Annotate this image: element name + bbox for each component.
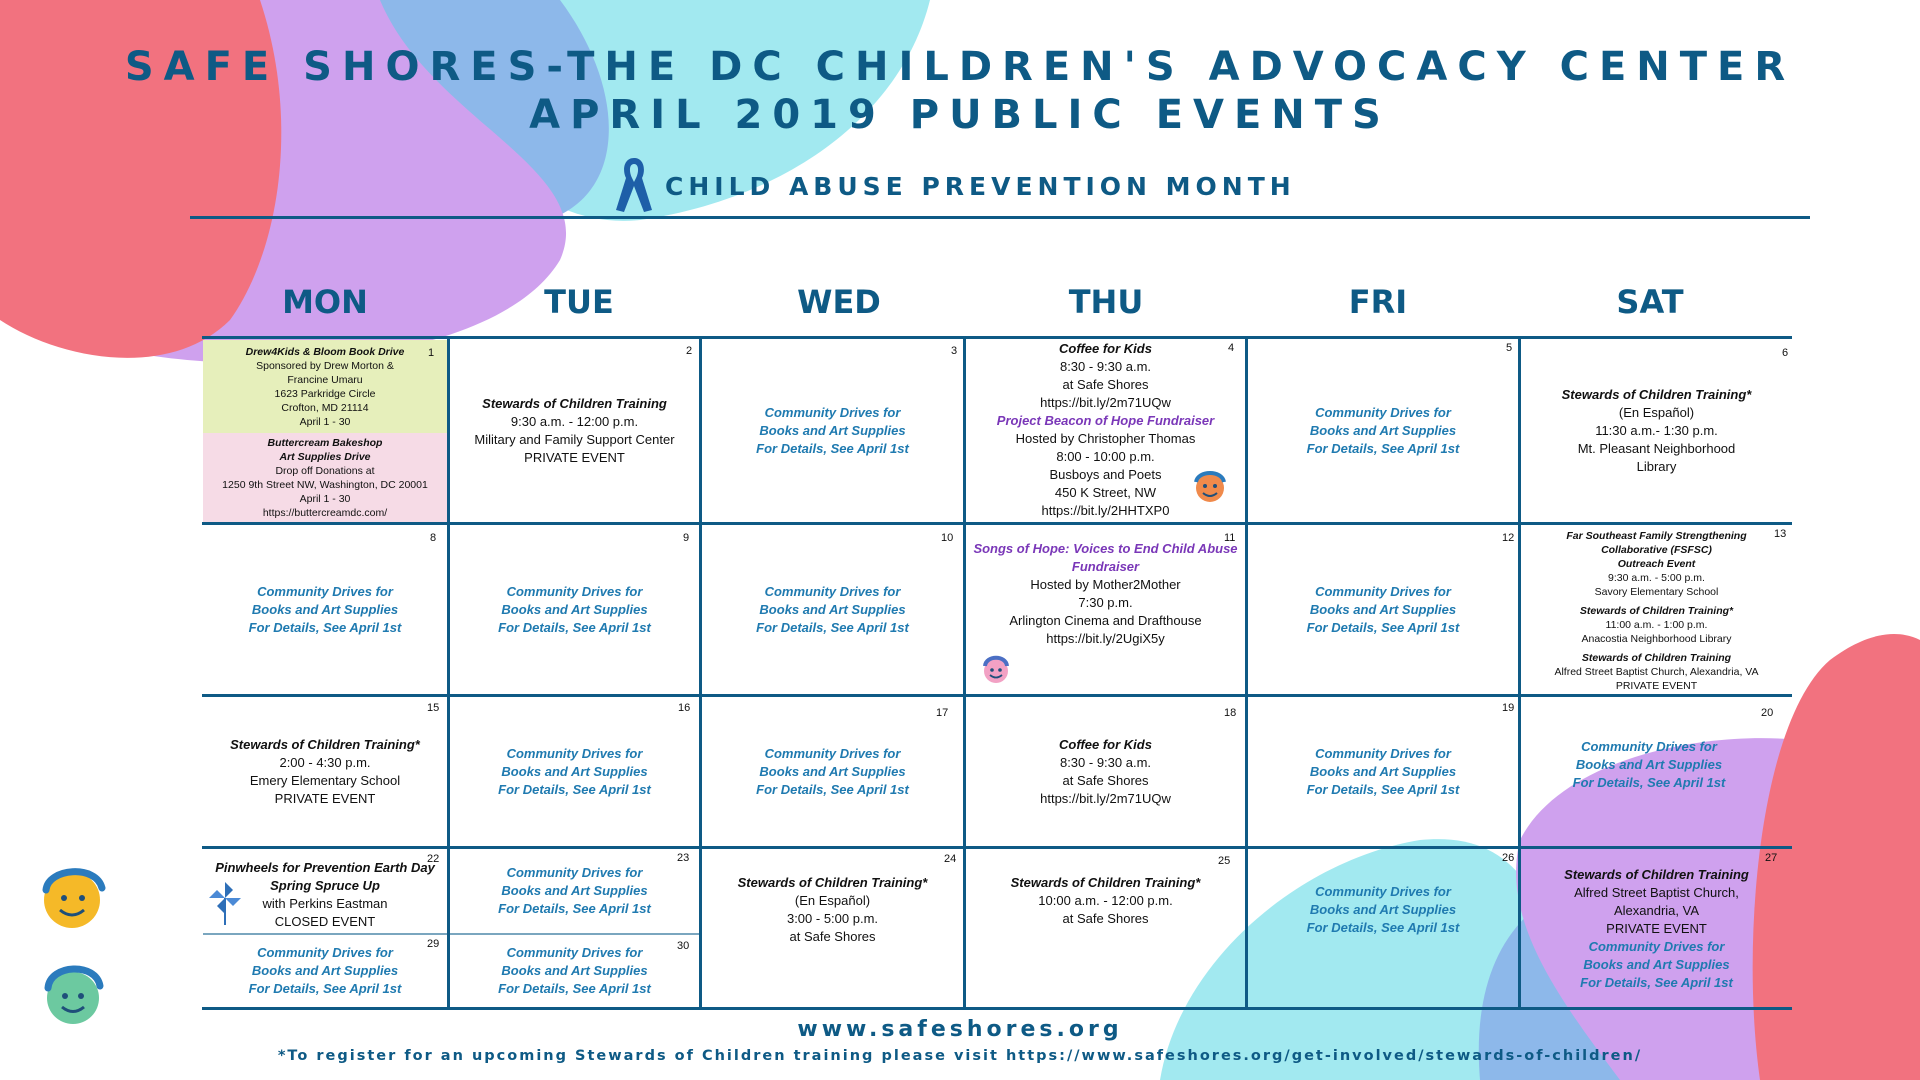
day-number: 10 xyxy=(941,532,954,544)
event-time: 8:30 - 9:30 a.m. xyxy=(1059,358,1152,374)
event-title: Far Southeast Family Strengthening xyxy=(1566,530,1747,542)
event-location: Alfred Street Baptist Church, Alexandria, VA xyxy=(1554,666,1759,678)
community-drive-note xyxy=(450,697,699,846)
website-link[interactable]: www.safeshores.org xyxy=(797,1017,1123,1042)
drive-text: Books and Art Supplies xyxy=(501,601,648,617)
day-number: 20 xyxy=(1761,707,1774,719)
drive-text: Books and Art Supplies xyxy=(1575,756,1723,772)
event-location: at Safe Shores xyxy=(1062,911,1149,926)
drive-text: For Details, See April 1st xyxy=(248,981,402,996)
event-time: 11:00 a.m. - 1:00 p.m. xyxy=(1605,619,1708,631)
event-location: Busboys and Poets xyxy=(1049,466,1162,482)
event-detail: Sponsored by Drew Morton & xyxy=(256,359,394,372)
drive-text: Community Drives for xyxy=(764,745,901,761)
drive-text: Books and Art Supplies xyxy=(1309,422,1457,438)
event-detail: PRIVATE EVENT xyxy=(1615,680,1698,692)
day-number: 13 xyxy=(1774,528,1787,540)
child-face-icon xyxy=(980,652,1012,686)
day-number: 1 xyxy=(428,347,435,359)
event-location: Library xyxy=(1636,458,1677,474)
event-link[interactable]: https://buttercreamdc.com/ xyxy=(262,506,388,519)
day-number: 9 xyxy=(683,532,690,544)
event-time: 2:00 - 4:30 p.m. xyxy=(279,754,371,770)
event-location: Anacostia Neighborhood Library xyxy=(1581,633,1732,645)
day-number: 16 xyxy=(678,702,691,714)
day-number: 11 xyxy=(1224,532,1236,544)
red-blob-bottom xyxy=(1753,634,1920,1080)
day-number: 2 xyxy=(686,345,693,357)
event-time: 9:30 a.m. - 5:00 p.m. xyxy=(1608,572,1705,584)
drive-text: Books and Art Supplies xyxy=(1583,957,1730,972)
event-location: 450 K Street, NW xyxy=(1054,484,1157,500)
drive-text: Community Drives for xyxy=(506,583,643,599)
day-header-mon: MON xyxy=(282,283,368,321)
event-coffee-for-kids xyxy=(966,697,1245,846)
event-location: Alfred Street Baptist Church, xyxy=(1574,885,1739,900)
event-detail: PRIVATE EVENT xyxy=(274,790,376,806)
event-detail: Hosted by Mother2Mother xyxy=(1030,577,1181,592)
drive-text: Books and Art Supplies xyxy=(1309,763,1457,779)
event-title: Stewards of Children Training xyxy=(1581,652,1732,664)
community-drive-note xyxy=(450,849,699,933)
drive-text: Books and Art Supplies xyxy=(501,883,648,898)
drive-text: Books and Art Supplies xyxy=(759,763,906,779)
fundraiser-title: Fundraiser xyxy=(1071,559,1140,574)
event-title: Stewards of Children Training* xyxy=(737,875,928,890)
community-drive-note xyxy=(1521,690,1777,839)
event-detail: April 1 - 30 xyxy=(299,415,351,428)
drive-text: Books and Art Supplies xyxy=(501,963,648,978)
event-detail: Crofton, MD 21114 xyxy=(281,401,369,414)
day-number: 3 xyxy=(951,345,958,357)
event-detail: Drop off Donations at xyxy=(275,464,375,477)
drive-text: Community Drives for xyxy=(257,583,393,599)
event-stewards-training-emery xyxy=(203,697,447,846)
community-drive-note xyxy=(1248,339,1518,522)
day-number: 18 xyxy=(1224,707,1237,719)
drive-text: For Details, See April 1st xyxy=(756,619,909,635)
day-number: 22 xyxy=(427,853,440,865)
event-location: Emery Elementary School xyxy=(249,772,401,788)
event-title: Drew4Kids & Bloom Book Drive xyxy=(245,345,405,358)
day-number: 23 xyxy=(677,852,690,864)
event-title: Stewards of Children Training xyxy=(1564,867,1749,882)
community-drive-note xyxy=(702,525,963,694)
page-title: SAFE SHORES-THE DC CHILDREN'S ADVOCACY CENTER xyxy=(124,44,1796,90)
event-detail: CLOSED EVENT xyxy=(274,913,376,929)
event-location: at Safe Shores xyxy=(1062,772,1149,788)
drive-text: For Details, See April 1st xyxy=(498,901,651,916)
drive-text: For Details, See April 1st xyxy=(1306,440,1460,456)
event-location: Alexandria, VA xyxy=(1613,903,1700,918)
event-time: 8:00 - 10:00 p.m. xyxy=(1056,448,1155,464)
event-detail: Francine Umaru xyxy=(287,373,363,386)
day-number: 29 xyxy=(427,938,440,950)
event-title: Art Supplies Drive xyxy=(279,450,371,463)
event-detail: April 1 - 30 xyxy=(299,492,351,505)
event-title: Stewards of Children Training xyxy=(482,395,667,411)
day-number: 5 xyxy=(1506,342,1513,354)
day-header-thu: THU xyxy=(1068,283,1144,321)
drive-text: Books and Art Supplies xyxy=(1309,601,1457,617)
page-subtitle: CHILD ABUSE PREVENTION MONTH xyxy=(665,172,1296,201)
drive-text: For Details, See April 1st xyxy=(1572,774,1726,790)
day-number: 25 xyxy=(1218,855,1231,867)
drive-text: Community Drives for xyxy=(1315,745,1451,761)
drive-text: Community Drives for xyxy=(1588,939,1725,954)
drive-text: Books and Art Supplies xyxy=(251,601,399,617)
day-number: 12 xyxy=(1502,532,1515,544)
header-divider xyxy=(190,216,1810,219)
fundraiser-title: Project Beacon of Hope Fundraiser xyxy=(996,412,1215,428)
day-number: 24 xyxy=(944,853,957,865)
event-stewards-training-alfred-street xyxy=(1521,862,1792,1007)
event-detail: (En Español) xyxy=(794,893,871,908)
event-fsfsc-outreach xyxy=(1521,528,1792,694)
event-link[interactable]: https://bit.ly/2m71UQw xyxy=(1040,790,1171,806)
drive-text: For Details, See April 1st xyxy=(756,781,909,797)
event-detail: (En Español) xyxy=(1618,404,1695,420)
fundraiser-title: Songs of Hope: Voices to End Child Abuse xyxy=(973,541,1238,556)
grid-line xyxy=(202,1007,1792,1010)
event-title: Stewards of Children Training* xyxy=(1579,605,1734,617)
event-location: at Safe Shores xyxy=(789,929,876,944)
drive-text: Community Drives for xyxy=(1315,583,1451,599)
event-title: Pinwheels for Prevention Earth Day xyxy=(215,859,435,875)
day-number: 27 xyxy=(1765,852,1778,864)
community-drive-note xyxy=(450,935,699,1007)
drive-text: Books and Art Supplies xyxy=(1309,902,1457,917)
drive-text: Community Drives for xyxy=(1315,404,1451,420)
event-title: Stewards of Children Training* xyxy=(1010,875,1201,890)
event-location: at Safe Shores xyxy=(1062,376,1149,392)
drive-text: Books and Art Supplies xyxy=(501,763,648,779)
event-art-supplies-drive xyxy=(203,433,447,522)
day-number: 4 xyxy=(1228,342,1235,354)
drive-text: Community Drives for xyxy=(764,404,901,420)
event-time: 9:30 a.m. - 12:00 p.m. xyxy=(510,413,639,429)
event-detail: Hosted by Christopher Thomas xyxy=(1015,430,1196,446)
event-location: Arlington Cinema and Drafthouse xyxy=(1009,613,1202,628)
drive-text: For Details, See April 1st xyxy=(498,619,651,635)
community-drive-note xyxy=(203,935,447,1007)
drive-text: Community Drives for xyxy=(506,745,643,761)
drive-text: Books and Art Supplies xyxy=(759,422,906,438)
event-title: Stewards of Children Training* xyxy=(1561,386,1752,402)
drive-text: For Details, See April 1st xyxy=(1306,619,1460,635)
community-drive-note xyxy=(702,697,963,846)
drive-text: For Details, See April 1st xyxy=(756,440,909,456)
event-title: Coffee for Kids xyxy=(1059,340,1152,356)
child-face-icon xyxy=(1190,466,1230,506)
community-drive-note xyxy=(1248,697,1518,846)
community-drive-note xyxy=(450,525,699,694)
registration-note: *To register for an upcoming Stewards of Children training please visit https://www.safeshores.org/get-involved/stewards-of-children/ xyxy=(277,1048,1643,1064)
event-title: Buttercream Bakeshop xyxy=(267,436,383,449)
event-book-drive xyxy=(203,340,447,433)
event-title: Coffee for Kids xyxy=(1059,736,1152,752)
event-time: 11:30 a.m.- 1:30 p.m. xyxy=(1595,422,1718,438)
page-title-month: APRIL 2019 PUBLIC EVENTS xyxy=(529,92,1391,138)
event-stewards-training xyxy=(450,339,699,522)
event-detail: 1250 9th Street NW, Washington, DC 20001 xyxy=(222,478,428,491)
drive-text: For Details, See April 1st xyxy=(1306,920,1460,935)
drive-text: Books and Art Supplies xyxy=(759,601,906,617)
drive-text: Community Drives for xyxy=(764,583,901,599)
drive-text: Community Drives for xyxy=(1581,738,1717,754)
day-number: 17 xyxy=(936,707,949,719)
day-header-fri: FRI xyxy=(1348,283,1408,321)
event-title: Stewards of Children Training* xyxy=(230,736,420,752)
event-detail: PRIVATE EVENT xyxy=(1606,921,1707,936)
event-location: Mt. Pleasant Neighborhood xyxy=(1577,440,1736,456)
event-title: Collaborative (FSFSC) xyxy=(1601,544,1712,556)
community-drive-note xyxy=(702,339,963,522)
drive-text: For Details, See April 1st xyxy=(498,981,651,996)
drive-text: For Details, See April 1st xyxy=(1306,781,1460,797)
drive-text: For Details, See April 1st xyxy=(248,619,402,635)
drive-text: Books and Art Supplies xyxy=(251,963,399,978)
day-header-sat: SAT xyxy=(1616,283,1684,321)
event-location: Military and Family Support Center xyxy=(474,431,675,447)
event-link[interactable]: https://bit.ly/2UgiX5y xyxy=(1046,631,1165,646)
drive-text: For Details, See April 1st xyxy=(1580,975,1733,990)
day-number: 30 xyxy=(677,940,690,952)
event-title: Outreach Event xyxy=(1617,558,1696,570)
pinwheel-icon xyxy=(208,880,242,926)
child-face-icon xyxy=(36,860,112,932)
community-drive-note xyxy=(1248,860,1518,960)
event-time: 7:30 p.m. xyxy=(1078,595,1133,610)
event-songs-of-hope xyxy=(966,540,1245,660)
community-drive-note xyxy=(203,525,447,694)
event-link[interactable]: https://bit.ly/2m71UQw xyxy=(1040,394,1171,410)
drive-text: Community Drives for xyxy=(506,865,643,880)
event-time: 8:30 - 9:30 a.m. xyxy=(1059,754,1152,770)
grid-line xyxy=(202,846,1792,849)
community-drive-note xyxy=(1248,525,1518,694)
drive-text: Community Drives for xyxy=(1315,884,1451,899)
day-number: 15 xyxy=(427,702,440,714)
event-link[interactable]: https://bit.ly/2HHTXP0 xyxy=(1041,502,1170,518)
event-stewards-training-espanol xyxy=(702,870,963,970)
day-number: 19 xyxy=(1502,702,1515,714)
day-number: 8 xyxy=(430,532,437,544)
awareness-ribbon-icon xyxy=(612,154,656,216)
day-number: 6 xyxy=(1782,347,1789,359)
day-header-wed: WED xyxy=(797,283,881,321)
drive-text: Community Drives for xyxy=(506,945,643,960)
event-title: Spring Spruce Up xyxy=(270,877,380,893)
event-detail: with Perkins Eastman xyxy=(262,895,388,911)
event-time: 10:00 a.m. - 12:00 p.m. xyxy=(1038,893,1173,908)
event-stewards-training-espanol xyxy=(1521,339,1792,522)
event-time: 3:00 - 5:00 p.m. xyxy=(786,911,879,926)
event-detail: PRIVATE EVENT xyxy=(524,449,625,465)
day-number: 26 xyxy=(1502,852,1515,864)
drive-text: Community Drives for xyxy=(257,945,393,960)
day-header-tue: TUE xyxy=(544,283,614,321)
event-stewards-training xyxy=(966,870,1245,950)
event-location: Savory Elementary School xyxy=(1594,586,1719,598)
event-detail: 1623 Parkridge Circle xyxy=(274,387,376,400)
drive-text: For Details, See April 1st xyxy=(498,781,651,797)
